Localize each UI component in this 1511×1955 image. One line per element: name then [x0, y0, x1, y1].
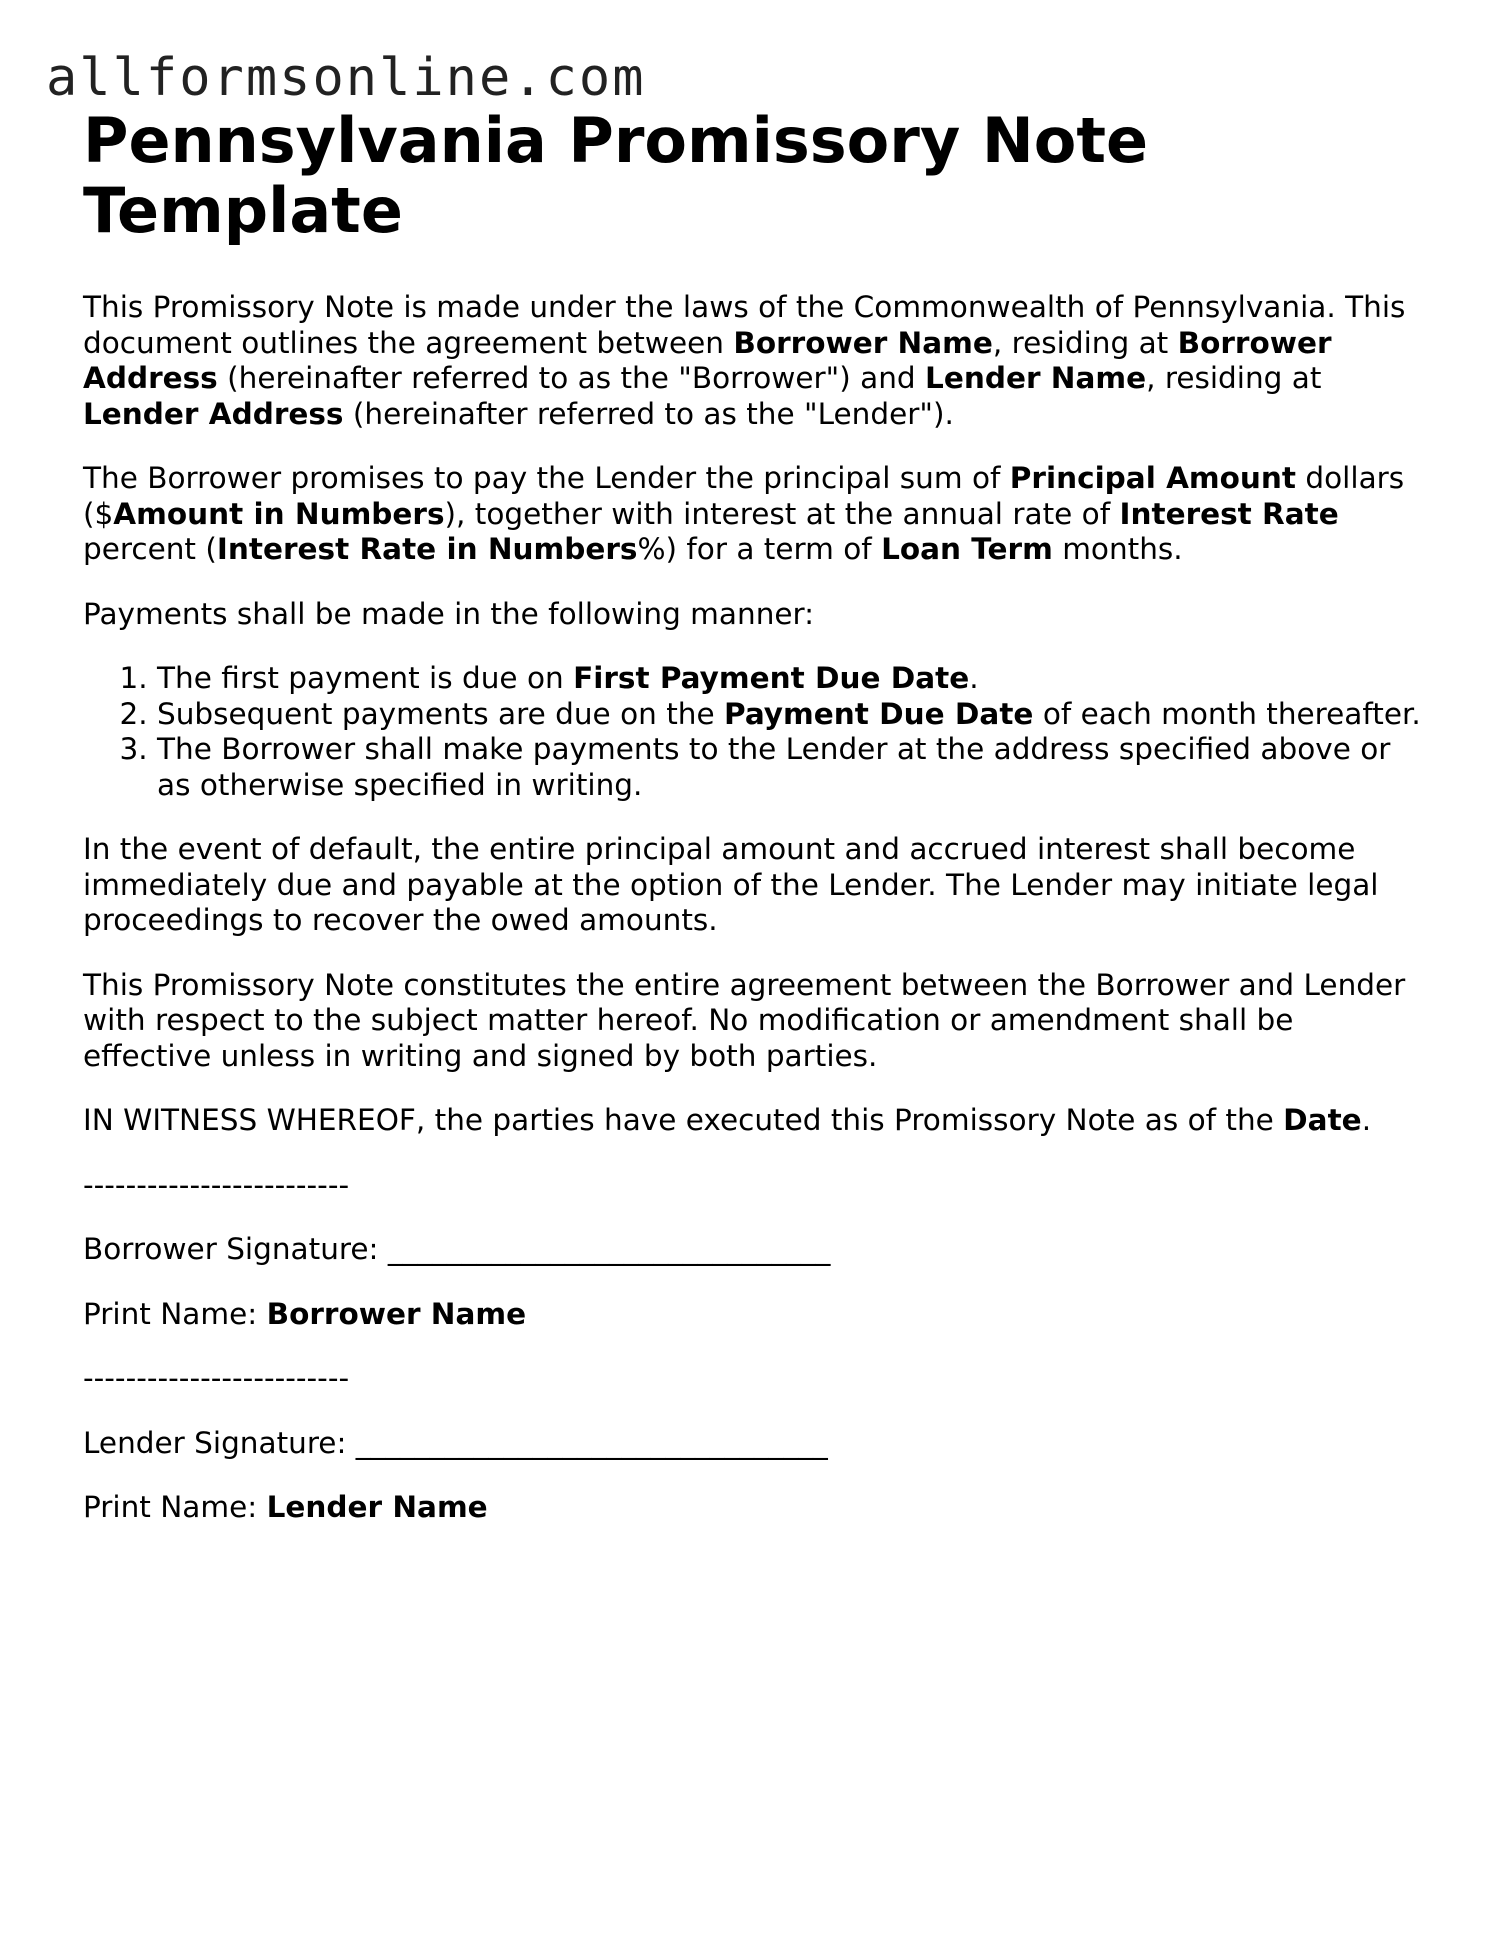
interest-rate-field: Interest Rate [1119, 496, 1339, 531]
terms-paragraph [83, 461, 1428, 568]
lender-signature-label: Lender Signature: [83, 1425, 356, 1460]
interest-rate-numbers-field: Interest Rate in Numbers [216, 532, 638, 566]
list-item [157, 732, 1428, 803]
lender-address-field: Lender Address [83, 396, 344, 431]
borrower-print-name [83, 1297, 1428, 1333]
witness-end: . [1361, 1103, 1372, 1137]
entire-agreement-clause: This Promissory Note constitutes the entire agreement between the Borrower and Lender with respect to the subject matter hereof. No modification or amendment shall be effective unless in writing and signed by both parties. [83, 967, 1406, 1073]
terms-text-4: percent ( [83, 532, 217, 566]
lender-name-field: Lender Name [925, 361, 1147, 395]
intro-text-2: , residing at [992, 325, 1178, 360]
terms-text-6: months. [1052, 532, 1183, 566]
lender-print-label: Print Name: [83, 1490, 267, 1524]
borrower-signature-line [83, 1232, 1428, 1268]
terms-text-2: dollars ($ [83, 461, 1405, 531]
payments-intro: Payments shall be made in the following manner: [83, 596, 815, 631]
lender-print-name [83, 1490, 1428, 1526]
intro-paragraph [83, 290, 1428, 432]
separator-lender: ------------------------- [83, 1361, 350, 1395]
borrower-name-field: Borrower Name [733, 325, 993, 360]
list-item [157, 697, 1428, 733]
witness-clause [83, 1103, 1428, 1139]
intro-text-4: , residing at [1146, 361, 1322, 395]
witness-text: IN WITNESS WHEREOF, the parties have executed this Promissory Note as of the [83, 1103, 1284, 1137]
borrower-print-label: Print Name: [83, 1296, 267, 1331]
intro-text-5: (hereinafter referred to as the "Lender"). [343, 396, 954, 431]
principal-amount-field: Principal Amount [1009, 461, 1297, 495]
separator-borrower: ------------------------- [83, 1167, 350, 1202]
date-field: Date [1283, 1103, 1362, 1137]
payment-1-end: . [969, 661, 979, 695]
borrower-signature-blank[interactable]: ______________________________ [387, 1232, 831, 1266]
terms-text-1: The Borrower promises to pay the Lender the principal sum of [83, 461, 1010, 495]
terms-text-5: %) for a term of [637, 532, 882, 566]
payment-2-end: of each month thereafter. [1033, 696, 1421, 731]
lender-signature-blank[interactable]: ________________________________ [355, 1425, 828, 1460]
terms-text-3: ), together with interest at the annual rate of [444, 496, 1120, 531]
lender-signature-line [83, 1426, 1428, 1462]
borrower-address-field: Borrower Address [83, 325, 1332, 395]
default-clause: In the event of default, the entire principal amount and accrued interest shall become immediately due and payable at the option of the Lender. The Lender may initiate legal proceedings to recover the owed amounts. [83, 832, 1379, 937]
payments-list [83, 661, 1428, 803]
intro-text-3: (hereinafter referred to as the "Borrower") and [217, 361, 926, 395]
borrower-print-value: Borrower Name [266, 1296, 527, 1331]
document-body [83, 106, 1428, 1555]
payment-1-text: The first payment is due on [157, 661, 574, 695]
lender-print-value: Lender Name [266, 1490, 488, 1524]
intro-text-1: This Promissory Note is made under the laws of the Commonwealth of Pennsylvania. This document outlines the agreement between [83, 290, 1406, 360]
loan-term-field: Loan Term [881, 532, 1053, 566]
site-watermark: allformsonline.com [46, 48, 646, 108]
borrower-signature-label: Borrower Signature: [83, 1232, 388, 1266]
payment-3-text: The Borrower shall make payments to the Lender at the address specified above or as otherwise specified in writing. [157, 732, 1391, 802]
page-title: Pennsylvania Promissory Note Template [83, 104, 1149, 247]
list-item [157, 661, 1428, 697]
payment-due-date-field: Payment Due Date [723, 696, 1034, 731]
payment-2-text: Subsequent payments are due on the [157, 696, 724, 731]
first-payment-date-field: First Payment Due Date [573, 661, 970, 695]
amount-numbers-field: Amount in Numbers [113, 496, 445, 531]
